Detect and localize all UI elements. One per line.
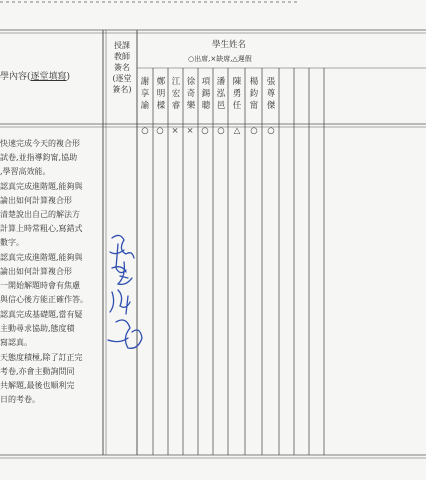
- content-line: 與信心後方能正確作答。: [0, 295, 88, 304]
- content-line: 試卷,並指導鈞甯,協助: [0, 153, 78, 162]
- attendance-mark: ○: [217, 126, 225, 136]
- attendance-mark: ×: [171, 126, 179, 136]
- content-line: 認真完成進階題,能夠與: [0, 182, 83, 191]
- content-line: 共解題,最後也順利完: [0, 381, 75, 390]
- student-name: 陳勇任: [232, 77, 242, 111]
- student-name: 楊鈞甯: [249, 77, 259, 111]
- content-line: 清楚說出自己的解法方: [0, 210, 80, 219]
- students-title: 學生姓名: [212, 40, 247, 50]
- content-line: 日的考卷。: [0, 395, 40, 404]
- content-line: 寫認真。: [0, 338, 32, 347]
- attendance-mark: ○: [250, 126, 258, 136]
- attendance-mark: ○: [156, 126, 164, 136]
- attendance-mark: ○: [201, 126, 209, 136]
- content-line: 天態度積極,除了訂正完: [0, 353, 83, 362]
- attendance-mark: ○: [141, 126, 149, 136]
- student-name: 鄭明樑: [156, 77, 166, 111]
- content-line: 論出如何計算複合形: [0, 196, 72, 205]
- student-name: 謝享諭: [140, 77, 150, 111]
- attendance-mark: △: [233, 126, 241, 136]
- attendance-mark: ○: [267, 126, 275, 136]
- content-line: 考卷,亦會主動詢問同: [0, 367, 75, 376]
- attendance-mark: ×: [186, 126, 194, 136]
- teacher-signature-header: 授課 教師 簽名 (逐堂 簽名): [112, 41, 132, 94]
- content-line: ,學習高效能。: [0, 167, 51, 176]
- content-line: 論出如何計算複合形: [0, 267, 72, 276]
- content-line: 計算上時常粗心,寫錯式: [0, 224, 83, 233]
- student-name: 徐奇樂: [186, 77, 196, 111]
- student-name: 張尊傑: [266, 77, 276, 111]
- content-line: 快速完成今天的複合形: [0, 139, 80, 148]
- content-line: 認真完成基礎題,當有疑: [0, 310, 83, 319]
- student-name: 項錫聰: [201, 77, 211, 111]
- attendance-legend: ○出席,×缺席,△遲假: [188, 55, 252, 63]
- student-name: 潘泓邑: [216, 77, 226, 111]
- content-header: 學內容(逐堂填寫): [0, 72, 71, 82]
- content-line: 一開始解題時會有焦慮: [0, 281, 80, 290]
- content-line: 數字。: [0, 238, 24, 247]
- content-line: 主動尋求協助,態度積: [0, 324, 75, 333]
- student-name: 江宏睿: [171, 77, 181, 111]
- content-line: 認真完成進階題,能夠與: [0, 253, 83, 262]
